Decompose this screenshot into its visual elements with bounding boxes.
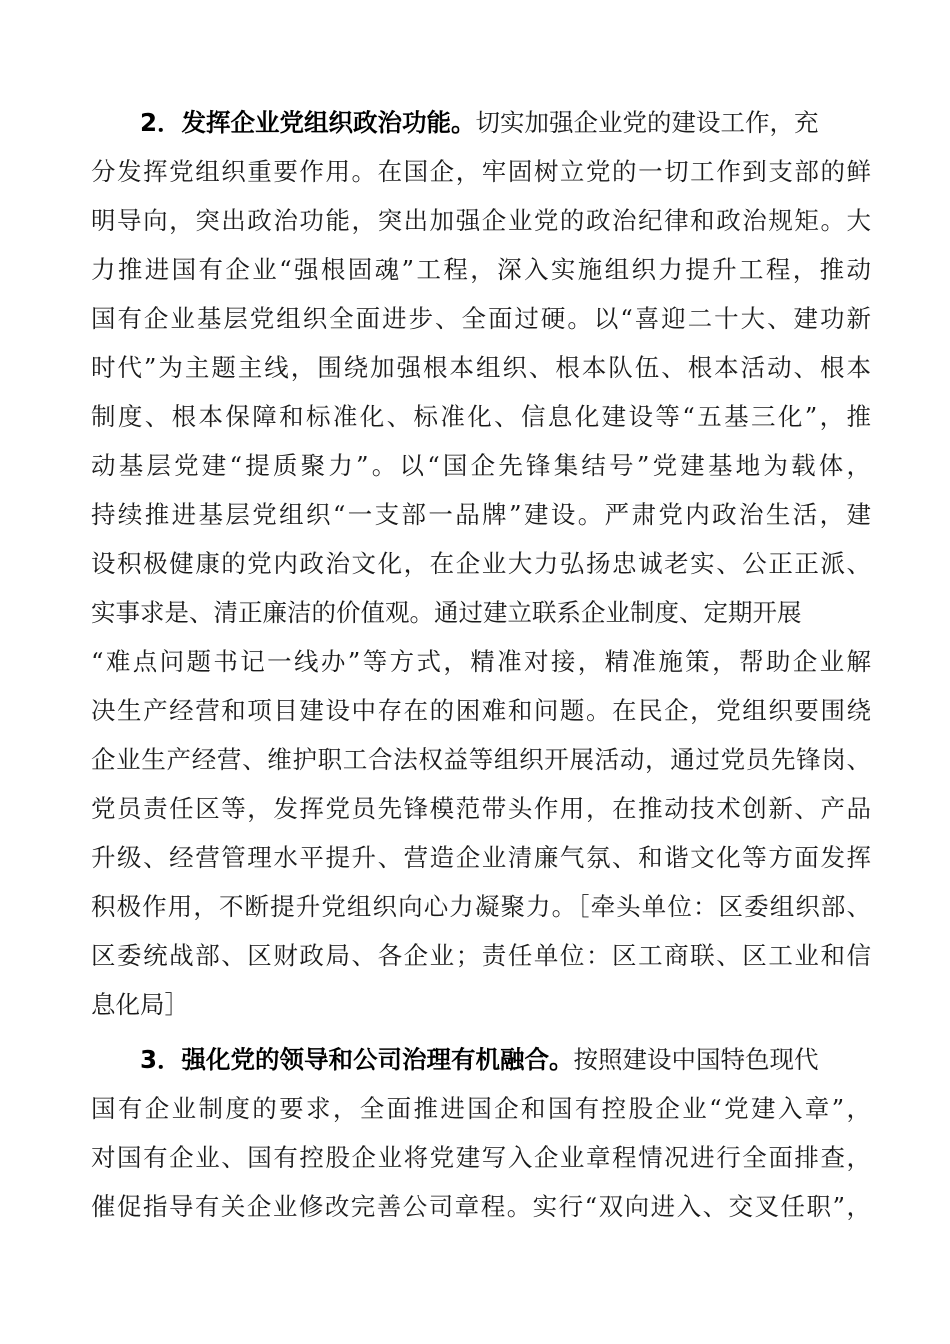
paragraph-line: 设积极健康的党内政治文化，在企业大力弘扬忠诚老实、公正正派、	[91, 549, 871, 578]
paragraph-line: “难点问题书记一线办”等方式，精准对接，精准施策，帮助企业解	[91, 647, 871, 676]
paragraph-line: 积极作用，不断提升党组织向心力凝聚力。［牵头单位：区委组织部、	[91, 892, 871, 921]
paragraph-line: 制度、根本保障和标准化、标准化、信息化建设等“五基三化”，推	[91, 402, 871, 431]
paragraph-line: 国有企业制度的要求，全面推进国企和国有控股企业“党建入章”，	[91, 1094, 871, 1123]
paragraph-line: 决生产经营和项目建设中存在的困难和问题。在民企，党组织要围绕	[91, 696, 871, 725]
section-2-heading: 2．发挥企业党组织政治功能。	[140, 108, 476, 137]
paragraph-line: 催促指导有关企业修改完善公司章程。实行“双向进入、交叉任职”，	[91, 1192, 871, 1221]
paragraph-line: 区委统战部、区财政局、各企业；责任单位：区工商联、区工业和信	[91, 941, 871, 970]
section-2-first-line-text: 切实加强企业党的建设工作，充	[475, 108, 819, 137]
paragraph-line: 力推进国有企业“强根固魂”工程，深入实施组织力提升工程，推动	[91, 255, 871, 284]
section-3-first-line-text: 按照建设中国特色现代	[573, 1045, 819, 1074]
paragraph-line: 党员责任区等，发挥党员先锋模范带头作用，在推动技术创新、产品	[91, 794, 871, 823]
section-3-first-line	[140, 1040, 871, 1080]
paragraph-line: 企业生产经营、维护职工合法权益等组织开展活动，通过党员先锋岗、	[91, 745, 871, 774]
paragraph-line: 息化局］	[91, 990, 189, 1019]
paragraph-line: 时代”为主题主线，围绕加强根本组织、根本队伍、根本活动、根本	[91, 353, 871, 382]
paragraph-line: 持续推进基层党组织“一支部一品牌”建设。严肃党内政治生活，建	[91, 500, 871, 529]
paragraph-line: 动基层党建“提质聚力”。以“国企先锋集结号”党建基地为载体，	[91, 451, 871, 480]
paragraph-line: 国有企业基层党组织全面进步、全面过硬。以“喜迎二十大、建功新	[91, 304, 871, 333]
paragraph-line: 分发挥党组织重要作用。在国企，牢固树立党的一切工作到支部的鲜	[91, 157, 871, 186]
paragraph-line: 实事求是、清正廉洁的价值观。通过建立联系企业制度、定期开展	[91, 598, 802, 627]
paragraph-line: 升级、经营管理水平提升、营造企业清廉气氛、和谐文化等方面发挥	[91, 843, 871, 872]
paragraph-line: 明导向，突出政治功能，突出加强企业党的政治纪律和政治规矩。大	[91, 206, 871, 235]
section-3-heading: 3．强化党的领导和公司治理有机融合。	[140, 1045, 574, 1074]
paragraph-line: 对国有企业、国有控股企业将党建写入企业章程情况进行全面排查，	[91, 1143, 871, 1172]
section-2-first-line	[140, 103, 871, 143]
